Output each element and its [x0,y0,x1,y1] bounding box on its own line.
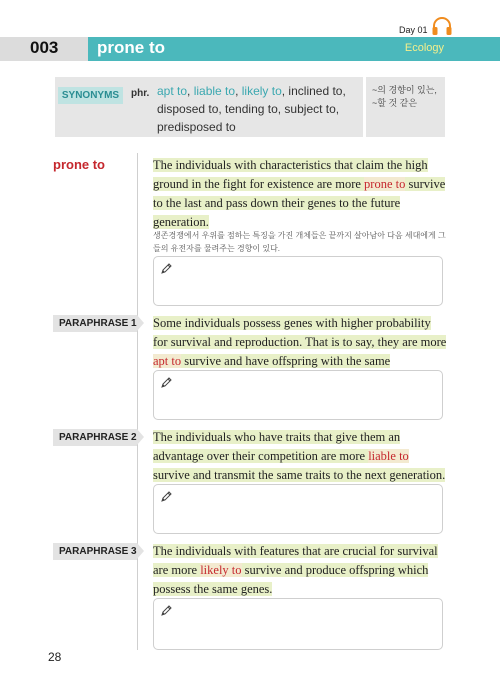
keyword: apt to [153,354,182,368]
pencil-icon [160,263,172,275]
sentence-text: survive and transmit the same traits to the next generation. [153,468,446,482]
main-sentence [153,156,448,232]
main-label: prone to [53,157,105,172]
pencil-icon [160,377,172,389]
keyword: prone to [364,177,406,191]
synonyms-tag: SYNONYMS [58,87,123,104]
pencil-icon [160,491,172,503]
korean-translation: 생존경쟁에서 우위를 점하는 특징을 가진 개체들은 끝까지 살아남아 다음 세대에게 그들의 유전자를 물려주는 경향이 있다. [153,231,446,253]
synonym-rest: , inclined to, [281,84,346,98]
keyword: likely to [200,563,242,577]
paraphrase-tag: PARAPHRASE 2 [53,429,137,446]
note-box[interactable] [153,370,443,420]
part-of-speech: phr. [131,88,150,99]
synonym-highlight: liable to [193,84,236,98]
sentence-text: The individuals who have traits that give them an advantage over their competition are more [153,430,401,463]
headphone-icon[interactable] [431,16,453,36]
sentence-text: survive and produce offspring which possess the same genes. [153,563,429,596]
synonym-line: predisposed to [157,120,236,134]
sentence-text: survive and have offspring with the same [153,354,390,387]
note-box[interactable] [153,484,443,534]
meaning-line: ~할 것 같은 [372,98,418,108]
synonym-highlight: apt to [157,84,188,98]
paraphrase-tag: PARAPHRASE 1 [53,315,137,332]
korean-meaning [372,84,444,110]
sentence-text: The individuals with characteristics that claim the high ground in the fight for existence are more [153,158,428,191]
sentence-text: Some individuals possess genes with higher probability for survival and reproduction. That is to say, they are more [153,316,447,349]
synonym-highlight: likely to [241,84,282,98]
paraphrase-tag: PARAPHRASE 3 [53,543,137,560]
entry-title: prone to [97,38,165,57]
sentence-text: The individuals with features that are crucial for survival are more [153,544,438,577]
note-box[interactable] [153,598,443,650]
synonym-line: disposed to, tending to, subject to, [157,102,340,116]
entry-number: 003 [30,38,59,57]
paraphrase-sentence [153,542,448,599]
note-box[interactable] [153,256,443,306]
keyword: liable to [368,449,409,463]
category-label: Ecology [404,42,444,54]
paraphrase-sentence [153,428,448,485]
vertical-divider [137,153,138,650]
page-number: 28 [48,650,62,664]
meaning-line: ~의 경향이 있는, [372,85,437,95]
synonyms-list: apt to, liable to, likely to, inclined to, disposed to, tending to, subject to, predisposed to [157,84,346,134]
sentence-text: survive to the last and pass down their genes to the future generation. [153,177,446,229]
pencil-icon [160,605,172,617]
day-label: Day 01 [399,25,428,35]
